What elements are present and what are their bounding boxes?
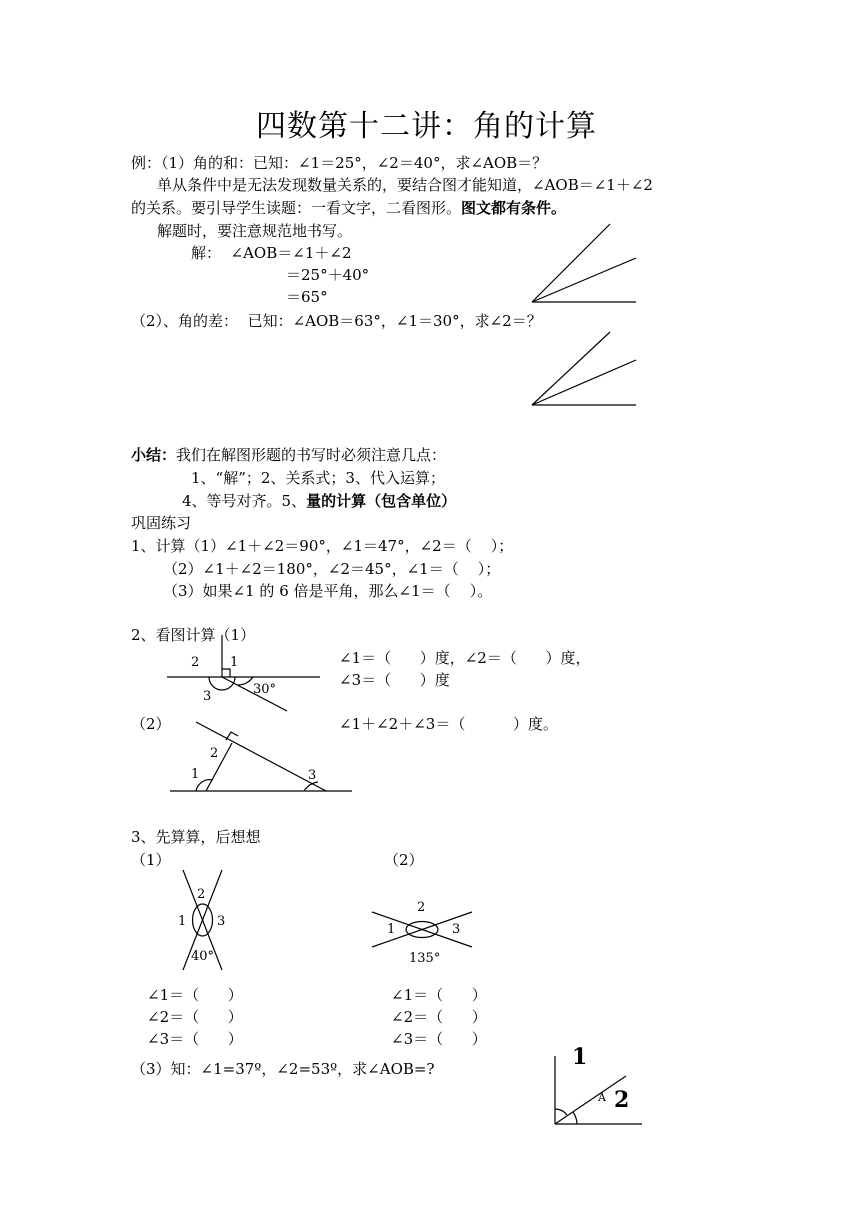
fig4-label-1: 1 bbox=[178, 914, 187, 929]
summary bbox=[131, 446, 446, 464]
fig3-label-3: 3 bbox=[308, 768, 317, 783]
example-line-4: 解题时，要注意规范地书写。 bbox=[157, 222, 353, 240]
solution-line-1: 解： ∠AOB＝∠1＋∠2 bbox=[191, 244, 352, 262]
answer-left-2: ∠2＝（ ） bbox=[147, 1008, 243, 1026]
page-title: 四数第十二讲：角的计算 bbox=[256, 109, 597, 144]
fig5-label-3: 3 bbox=[452, 922, 461, 937]
example-line-3-text: 的关系。要引导学生读题：一看文字，二看图形。 bbox=[131, 199, 462, 217]
example-emphasis: 图文都有条件。 bbox=[461, 199, 567, 217]
right-angle-figure bbox=[165, 635, 325, 715]
answer-left-1: ∠1＝（ ） bbox=[147, 986, 243, 1004]
example-line-3 bbox=[131, 199, 566, 217]
fig4-label-2: 2 bbox=[197, 887, 206, 902]
question-1c: （3）如果∠1 的 6 倍是平角，那么∠1＝（ ）。 bbox=[163, 582, 493, 600]
right-angle-split-figure bbox=[550, 1044, 650, 1128]
summary-label: 小结： bbox=[131, 446, 177, 464]
example-line-1: 例：（1）角的和：已知：∠1＝25°，∠2＝40°，求∠AOB＝？ bbox=[131, 154, 548, 172]
practice-heading: 巩固练习 bbox=[131, 514, 192, 532]
summary-point-2 bbox=[182, 492, 456, 510]
fig5-label-2: 2 bbox=[417, 900, 426, 915]
question-2a-line-2: ∠3＝（ ）度 bbox=[339, 671, 450, 689]
question-1a: 1、计算（1）∠1＋∠2＝90°，∠1＝47°，∠2＝（ ）； bbox=[131, 537, 514, 555]
angle-difference-figure bbox=[528, 330, 640, 410]
fig6-label-2: 2 bbox=[614, 1087, 630, 1113]
fig6-label-A: A bbox=[598, 1091, 606, 1104]
question-2: 2、看图计算（1） bbox=[131, 626, 256, 644]
question-1b: （2）∠1＋∠2＝180°，∠2＝45°，∠1＝（ ）； bbox=[163, 560, 501, 578]
answer-left-3: ∠3＝（ ） bbox=[147, 1030, 243, 1048]
answer-right-3: ∠3＝（ ） bbox=[391, 1030, 487, 1048]
fig3-label-1: 1 bbox=[191, 767, 200, 782]
answer-right-2: ∠2＝（ ） bbox=[391, 1008, 487, 1026]
fig5-label-135: 135° bbox=[409, 951, 441, 966]
question-2b: ∠1＋∠2＋∠3＝（ ）度。 bbox=[339, 715, 559, 733]
question-3-part-1: （1） bbox=[131, 851, 171, 869]
fig4-label-40: 40° bbox=[191, 949, 215, 964]
solution-line-3: ＝65° bbox=[286, 288, 328, 306]
question-2a-line-1: ∠1＝（ ）度，∠2＝（ ）度， bbox=[339, 649, 591, 667]
summary-text: 我们在解图形题的书写时必须注意几点： bbox=[176, 446, 447, 464]
example-line-2: 单从条件中是无法发现数量关系的，要结合图才能知道，∠AOB＝∠1＋∠2 bbox=[157, 176, 653, 194]
vertical-cross-figure bbox=[175, 868, 235, 973]
question-3-part-3: （3）知：∠1=37º，∠2=53º，求∠AOB=? bbox=[131, 1060, 435, 1078]
question-3-part-2: （2） bbox=[384, 851, 424, 869]
question-3: 3、先算算，后想想 bbox=[131, 828, 261, 846]
fig6-label-1: 1 bbox=[572, 1044, 588, 1070]
angle-sum-figure bbox=[528, 222, 640, 306]
difference-question: （2）、角的差： 已知：∠AOB＝63°，∠1＝30°，求∠2＝？ bbox=[131, 312, 542, 330]
fig2-label-1: 1 bbox=[230, 655, 239, 670]
answer-right-1: ∠1＝（ ） bbox=[391, 986, 487, 1004]
summary-point-1: 1、“解”；2、关系式；3、代入运算； bbox=[191, 469, 445, 487]
solution-line-2: ＝25°＋40° bbox=[286, 266, 370, 284]
fig4-label-3: 3 bbox=[217, 914, 226, 929]
fig5-label-1: 1 bbox=[387, 922, 396, 937]
summary-point-2-text: 4、等号对齐。5、 bbox=[182, 492, 307, 510]
summary-emphasis: 量的计算（包含单位） bbox=[306, 492, 457, 510]
horizontal-cross-figure bbox=[368, 895, 478, 965]
fig2-label-2: 2 bbox=[191, 655, 200, 670]
triangle-figure bbox=[168, 720, 358, 796]
question-2b-label: （2） bbox=[131, 715, 171, 733]
fig3-label-2: 2 bbox=[210, 746, 219, 761]
fig2-label-30: 30° bbox=[253, 682, 277, 697]
fig2-label-3: 3 bbox=[203, 689, 212, 704]
